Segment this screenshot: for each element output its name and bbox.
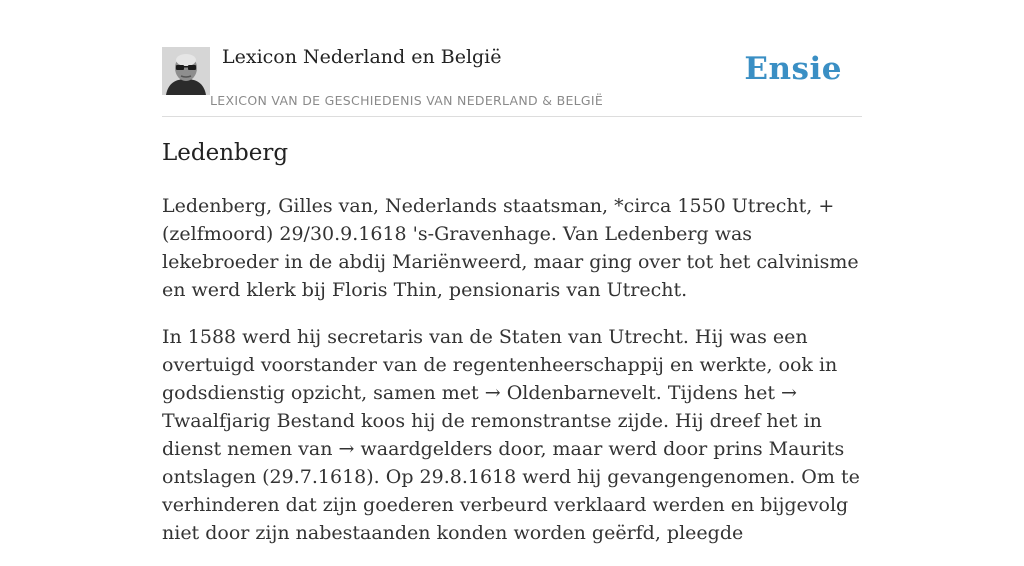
paragraph-text: . Tijdens het (655, 382, 782, 404)
oldenbarnevelt-link[interactable]: → Oldenbarnevelt (484, 382, 656, 404)
waardgelders-link[interactable]: → waardgelders (338, 438, 493, 460)
site-subtitle: LEXICON VAN DE GESCHIEDENIS VAN NEDERLAND & BELGIË (210, 93, 604, 108)
article-title: Ledenberg (162, 140, 289, 166)
brand-logo-link[interactable]: Ensie (744, 51, 842, 87)
paragraph-text: koos hij de remonstrantse zijde. Hij dreef het in dienst nemen van (162, 410, 822, 460)
paragraph-text: door, maar werd door prins Maurits ontslagen (29.7.1618). Op 29.8.1618 werd hij gevangengenomen. Om te verhinderen dat zijn goederen verbeurd verklaard werden en bijgevolg niet door zijn nabestaanden konden worden geërfd, pleegde (162, 438, 860, 544)
twaalfjarig-bestand-link[interactable]: → Twaalfjarig Bestand (162, 382, 797, 432)
avatar[interactable] (162, 47, 210, 95)
portrait-icon (162, 47, 210, 95)
site-header (162, 0, 862, 117)
article-paragraph (162, 323, 862, 547)
paragraph-text: In 1588 werd hij secretaris van de Staten van Utrecht. Hij was een overtuigd voorstander van de regentenheerschappij en werkte, ook in godsdienstig opzicht, samen met (162, 326, 838, 404)
article-paragraph: Ledenberg, Gilles van, Nederlands staatsman, *circa 1550 Utrecht, +(zelfmoord) 29/30.9.1618 's-Gravenhage. Van Ledenberg was lekebroeder in de abdij Mariënweerd, maar ging over tot het calvinisme en werd klerk bij Floris Thin, pensionaris van Utrecht. (162, 195, 859, 301)
site-title-link[interactable]: Lexicon Nederland en België (222, 46, 502, 68)
article-body (162, 192, 862, 566)
